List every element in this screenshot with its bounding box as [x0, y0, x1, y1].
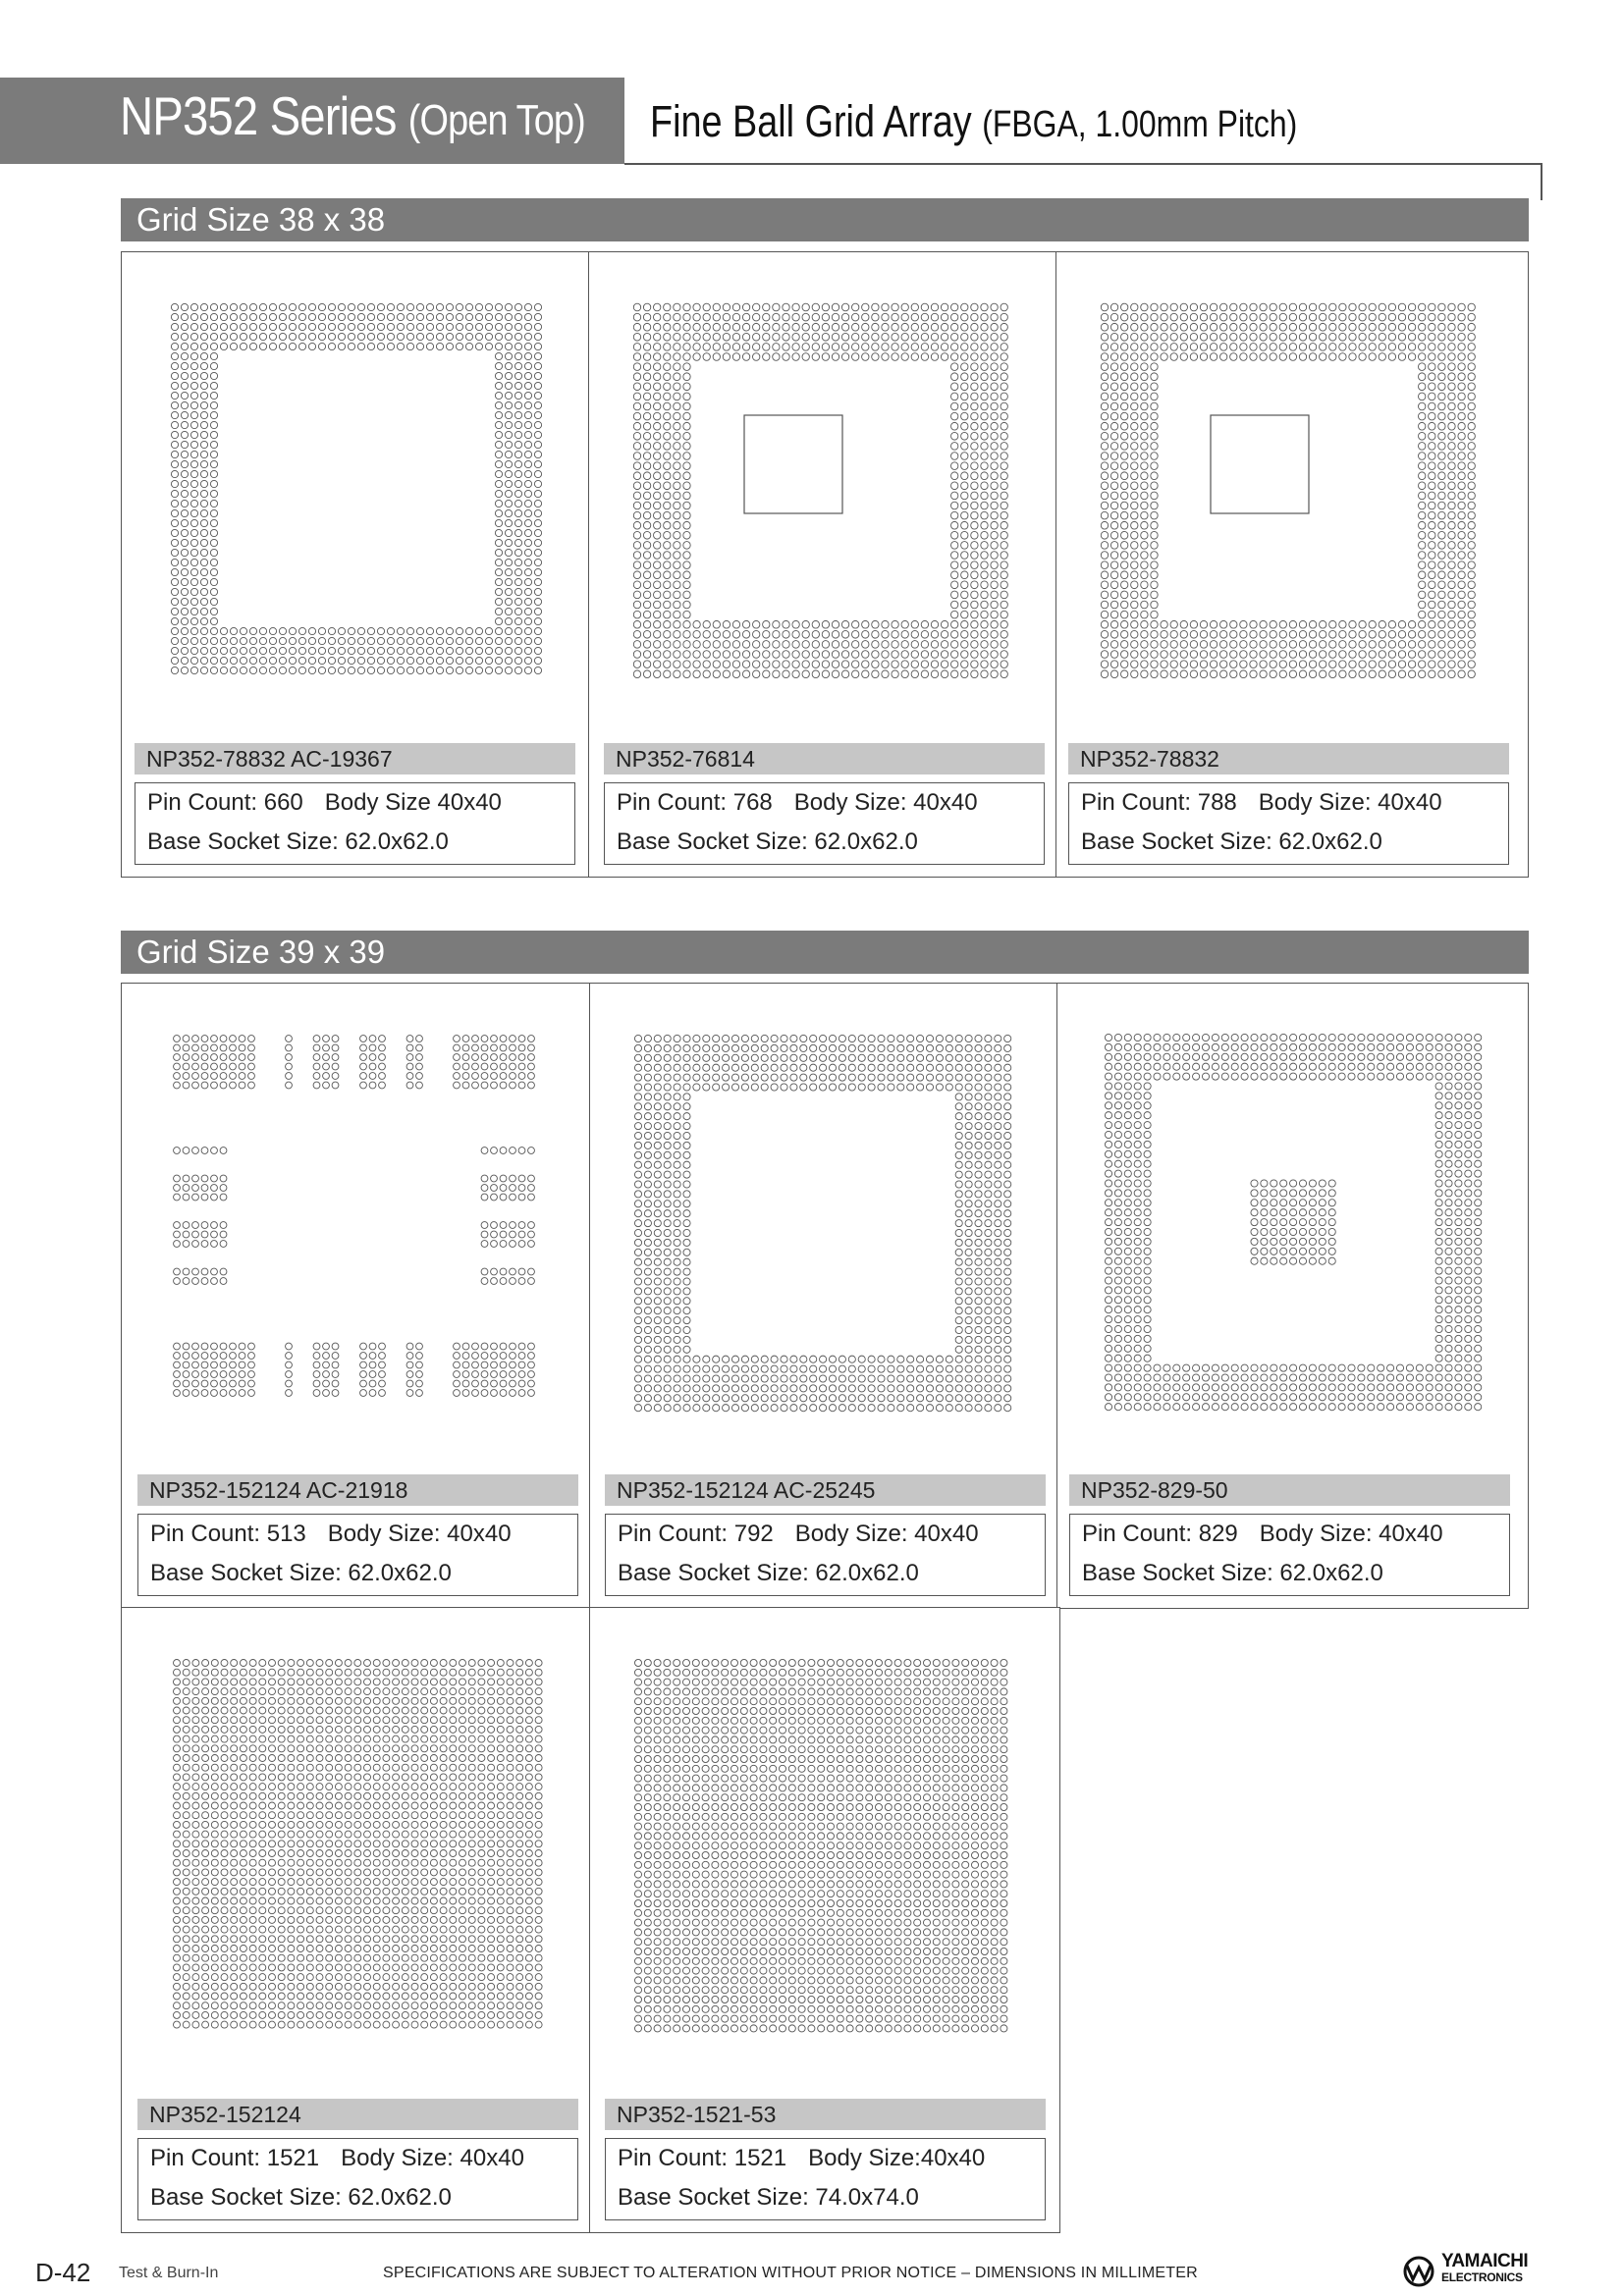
- body-size: Body Size: 40x40: [1258, 789, 1442, 816]
- base-socket-size: Base Socket Size: 62.0x62.0: [617, 828, 918, 855]
- ball-layout-diagram: [590, 1608, 1058, 2099]
- base-socket-size: Base Socket Size: 62.0x62.0: [1082, 1560, 1383, 1586]
- body-size: Body Size: 40x40: [1259, 1521, 1443, 1547]
- series-name: NP352 Series: [120, 85, 397, 146]
- section-header-grid-38: Grid Size 38 x 38: [121, 198, 1529, 241]
- spec-box: [1069, 1514, 1510, 1596]
- solder-ball-array: [633, 303, 1007, 677]
- ball-layout-diagram: [589, 252, 1055, 743]
- part-number-label: NP352-152124 AC-25245: [605, 1474, 1046, 1506]
- part-number-label: NP352-76814: [604, 743, 1045, 774]
- pin-count: Pin Count: 1521: [618, 2145, 787, 2171]
- header-divider-tick: [1541, 163, 1542, 200]
- series-subtitle: (Open Top): [407, 96, 585, 144]
- center-cavity-outline: [744, 415, 842, 513]
- pin-count: Pin Count: 1521: [150, 2145, 320, 2171]
- base-socket-size: Base Socket Size: 62.0x62.0: [150, 2184, 452, 2211]
- ball-layout-diagram: [122, 252, 588, 743]
- socket-panel-ac19367: [121, 251, 590, 878]
- footer-notice: SPECIFICATIONS ARE SUBJECT TO ALTERATION WITHOUT PRIOR NOTICE – DIMENSIONS IN MILLIMETER: [383, 2265, 1198, 2281]
- header-divider: [624, 163, 1542, 165]
- part-number-label: NP352-1521-53: [605, 2099, 1046, 2130]
- part-number-label: NP352-152124: [137, 2099, 578, 2130]
- page-number: D-42: [35, 2258, 91, 2287]
- base-socket-size: Base Socket Size: 74.0x74.0: [618, 2184, 919, 2211]
- socket-panel-78832: [1055, 251, 1529, 878]
- part-number-label: NP352-78832 AC-19367: [135, 743, 575, 774]
- package-type-subtitle: (FBGA, 1.00mm Pitch): [982, 104, 1298, 145]
- pin-count: Pin Count: 788: [1081, 789, 1237, 816]
- spec-box: [137, 1514, 578, 1596]
- part-number-label: NP352-78832: [1068, 743, 1509, 774]
- socket-panel-ac21918: [121, 983, 591, 1609]
- socket-panel-829-50: [1056, 983, 1529, 1609]
- logo-line2: ELECTRONICS: [1441, 2270, 1523, 2284]
- base-socket-size: Base Socket Size: 62.0x62.0: [618, 1560, 919, 1586]
- ball-layout-diagram: [1056, 252, 1526, 743]
- body-size: Body Size: 40x40: [794, 1521, 979, 1547]
- socket-panel-ac25245: [589, 983, 1058, 1609]
- page-title: [650, 96, 1297, 147]
- body-size: Body Size 40x40: [324, 789, 502, 816]
- solder-ball-array: [174, 1036, 535, 1397]
- body-size: Body Size:40x40: [808, 2145, 986, 2171]
- body-size: Body Size: 40x40: [793, 789, 978, 816]
- socket-panel-76814: [588, 251, 1057, 878]
- spec-box: [137, 2138, 578, 2220]
- solder-ball-array: [634, 1659, 1006, 2031]
- pin-count: Pin Count: 660: [147, 789, 303, 816]
- ball-layout-diagram: [122, 1608, 589, 2099]
- solder-ball-array: [174, 1660, 543, 2029]
- center-cavity-outline: [1211, 415, 1309, 513]
- footer-category: Test & Burn-In: [119, 2265, 219, 2281]
- base-socket-size: Base Socket Size: 62.0x62.0: [147, 828, 449, 855]
- pin-count: Pin Count: 829: [1082, 1521, 1238, 1547]
- pin-count: Pin Count: 768: [617, 789, 773, 816]
- socket-panel-152124: [121, 1607, 591, 2233]
- body-size: Body Size: 40x40: [341, 2145, 524, 2171]
- solder-ball-array: [171, 303, 541, 673]
- spec-box: [604, 782, 1045, 865]
- package-type-title: Fine Ball Grid Array: [650, 96, 972, 146]
- body-size: Body Size: 40x40: [327, 1521, 512, 1547]
- solder-ball-array: [1105, 1034, 1481, 1410]
- ball-layout-diagram: [122, 984, 589, 1474]
- part-number-label: NP352-152124 AC-21918: [137, 1474, 578, 1506]
- series-title: [120, 84, 585, 147]
- spec-box: [605, 1514, 1046, 1596]
- ball-layout-diagram: [590, 984, 1056, 1474]
- spec-box: [605, 2138, 1046, 2220]
- socket-panel-1521-53: [589, 1607, 1060, 2233]
- solder-ball-array: [634, 1035, 1010, 1411]
- solder-ball-array: [1101, 303, 1475, 677]
- spec-box: [1068, 782, 1509, 865]
- pin-count: Pin Count: 792: [618, 1521, 774, 1547]
- part-number-label: NP352-829-50: [1069, 1474, 1510, 1506]
- logo-line1: YAMAICHI: [1441, 2251, 1529, 2271]
- spec-box: [135, 782, 575, 865]
- base-socket-size: Base Socket Size: 62.0x62.0: [1081, 828, 1382, 855]
- pin-count: Pin Count: 513: [150, 1521, 306, 1547]
- section-header-grid-39: Grid Size 39 x 39: [121, 931, 1529, 974]
- ball-layout-diagram: [1057, 984, 1527, 1474]
- base-socket-size: Base Socket Size: 62.0x62.0: [150, 1560, 452, 1586]
